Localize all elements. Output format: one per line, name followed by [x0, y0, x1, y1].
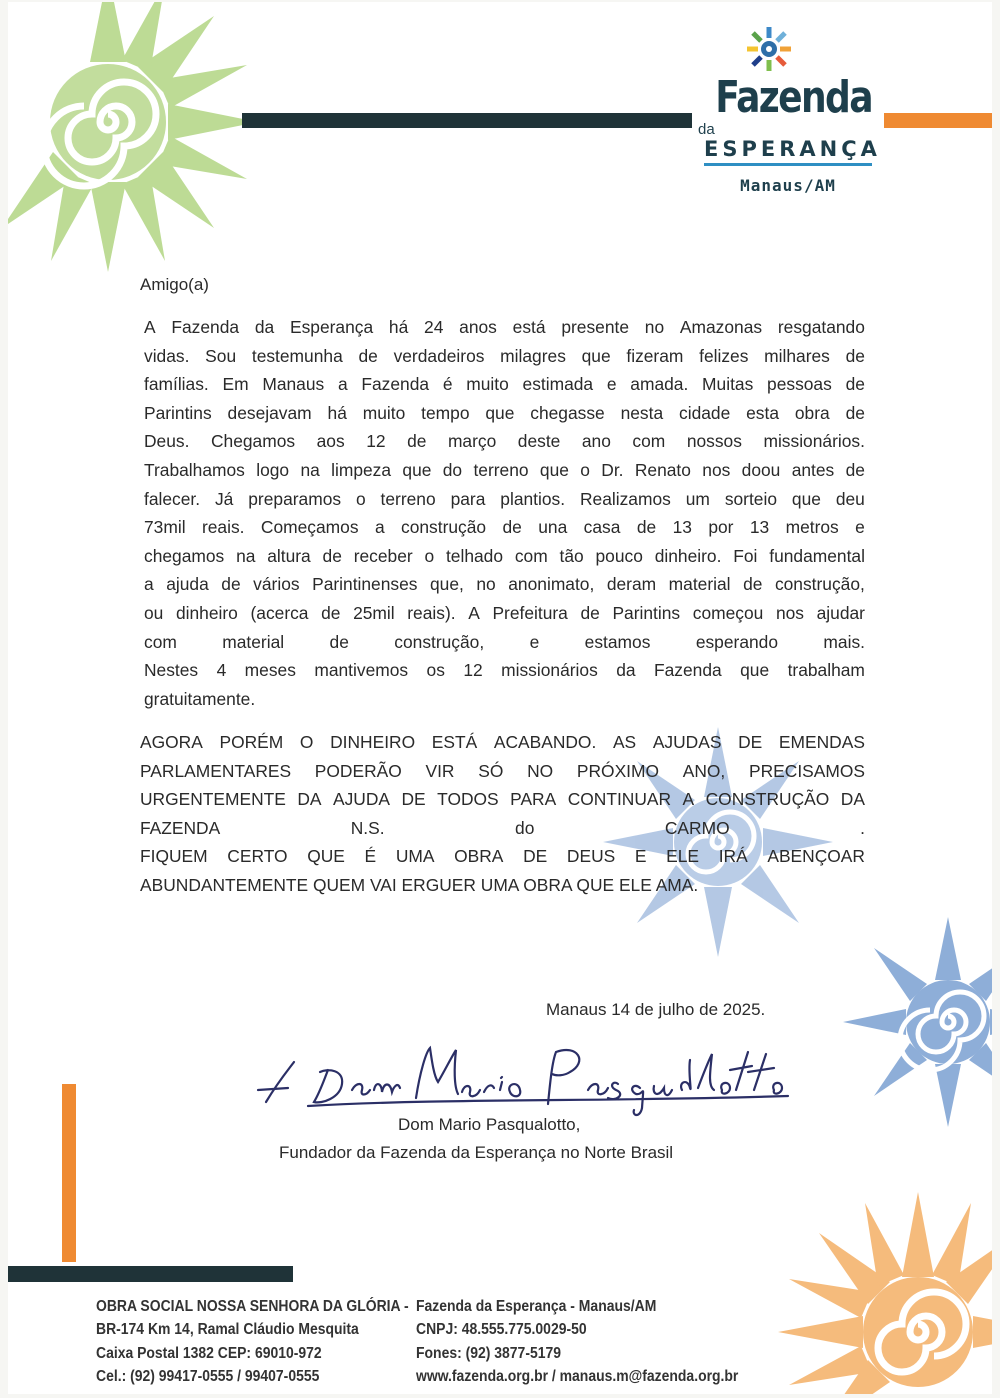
letter-date: Manaus 14 de julho de 2025.	[546, 1000, 766, 1019]
orange-sun-decoration	[768, 1182, 992, 1394]
text-line: 73mil reais. Começamos a construção de una casa de 13 por 13 metros e	[144, 517, 865, 538]
text-line: gratuitamente.	[144, 688, 256, 709]
footer-line: Fazenda da Esperança - Manaus/AM	[416, 1298, 657, 1315]
letter-page	[8, 2, 992, 1394]
text-line: a ajuda de vários Parintinenses que, no anonimato, deram material de construção,	[144, 574, 865, 595]
footer-dark-bar	[8, 1266, 293, 1282]
text-line: A Fazenda da Esperança há 24 anos está presente no Amazonas resgatando	[144, 317, 865, 337]
signatory-name: Dom Mario Pasqualotto,	[398, 1115, 581, 1134]
text-line: AGORA PORÉM O DINHEIRO ESTÁ ACABANDO. AS AJUDAS DE EMENDAS	[140, 732, 865, 752]
footer-line: OBRA SOCIAL NOSSA SENHORA DA GLÓRIA -	[96, 1298, 409, 1315]
text-line: ABUNDANTEMENTE QUEM VAI ERGUER UMA OBRA QUE ELE AMA.	[140, 874, 699, 895]
text-line: falecer. Já preparamos o terreno para plantios. Realizamos um sorteio que deu	[144, 488, 865, 509]
signatory-title: Fundador da Fazenda da Esperança no Norte Brasil	[279, 1143, 674, 1162]
header-dark-bar	[242, 113, 692, 128]
logo-sun-icon	[744, 24, 794, 74]
footer-right-column	[416, 1295, 774, 1388]
letter-appeal-paragraph	[140, 728, 865, 900]
text-line: vidas. Sou testemunha de verdadeiros milagres que fizeram felizes milhares de	[144, 345, 865, 366]
logo-city: Manaus/AM	[740, 176, 836, 195]
text-line: URGENTEMENTE DA AJUDA DE TODOS PARA CONTINUAR A CONSTRUÇÃO DA	[140, 789, 865, 810]
logo-wordmark: Fazenda	[715, 72, 872, 123]
text-line: Nestes 4 meses mantivemos os 12 missionários da Fazenda que trabalham	[144, 660, 865, 681]
footer-line: Fones: (92) 3877-5179	[416, 1344, 561, 1362]
logo-esperanca: ESPERANÇA	[704, 137, 881, 161]
text-line: famílias. Em Manaus a Fazenda é muito estimada e amada. Muitas pessoas de	[144, 374, 865, 395]
logo-da: da	[698, 121, 715, 138]
green-sun-decoration	[8, 2, 268, 282]
text-line: Deus. Chegamos aos 12 de março deste ano com nossos missionários.	[144, 431, 865, 452]
logo-rule	[704, 163, 872, 166]
footer-line: www.fazenda.org.br / manaus.m@fazenda.org.br	[416, 1367, 739, 1385]
text-line: chegamos na altura de receber o telhado com tão pouco dinheiro. Foi fundamental	[144, 545, 865, 566]
text-line: com material de construção, e estamos esperando mais.	[144, 631, 865, 652]
text-line: Parintins desejavam há muito tempo que chegasse nesta cidade esta obra de	[144, 402, 865, 423]
letter-body-paragraph	[140, 313, 865, 713]
text-line: FIQUEM CERTO QUE É UMA OBRA DE DEUS E ELE IRÁ ABENÇOAR	[140, 846, 865, 867]
greeting: Amigo(a)	[140, 275, 209, 294]
text-line: PARLAMENTARES PODERÃO VIR SÓ NO PRÓXIMO ANO, PRECISAMOS	[140, 760, 865, 781]
left-orange-bar	[62, 1084, 76, 1262]
footer-left-column	[96, 1295, 443, 1388]
footer-line: Caixa Postal 1382 CEP: 69010-972	[96, 1344, 322, 1362]
footer-line: CNPJ: 48.555.775.0029-50	[416, 1321, 587, 1339]
text-line: ou dinheiro (acerca de 25mil reais). A Prefeitura de Parintins começou nos ajudar	[144, 602, 865, 623]
footer-line: BR-174 Km 14, Ramal Cláudio Mesquita	[96, 1321, 359, 1339]
footer-line: Cel.: (92) 99417-0555 / 99407-0555	[96, 1367, 320, 1385]
handwritten-signature	[248, 1032, 808, 1122]
text-line: Trabalhamos logo na limpeza que do terreno que o Dr. Renato nos doou antes de	[144, 459, 865, 480]
header-orange-bar	[884, 113, 992, 128]
fazenda-logo	[698, 24, 881, 195]
text-line: FAZENDA N.S. do CARMO .	[140, 817, 865, 838]
blue-sun-decoration-2	[838, 912, 992, 1132]
